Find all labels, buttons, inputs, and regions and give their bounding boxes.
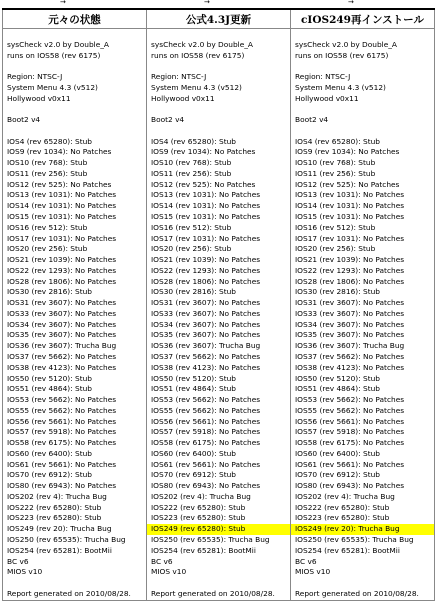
- report-column-cios-reinstall: [291, 29, 435, 601]
- report-line: IOS15 (rev 1031): No Patches: [7, 212, 117, 222]
- report-line: IOS57 (rev 5918): No Patches: [295, 427, 405, 437]
- report-line: IOS15 (rev 1031): No Patches: [151, 212, 261, 222]
- report-line: IOS202 (rev 4): Trucha Bug: [7, 491, 107, 501]
- report-line-highlighted: IOS249 (rev 65280): Stub: [147, 524, 290, 535]
- report-line: IOS36 (rev 3607): Trucha Bug: [295, 341, 405, 351]
- report-line: Hollywood v0x11: [151, 93, 215, 103]
- report-line: IOS20 (rev 256): Stub: [7, 244, 88, 254]
- report-line: IOS33 (rev 3607): No Patches: [151, 308, 261, 318]
- report-line: sysCheck v2.0 by Double_A: [151, 39, 253, 49]
- report-line: MIOS v10: [7, 567, 43, 577]
- report-line: IOS30 (rev 2816): Stub: [7, 287, 92, 297]
- report-line: IOS58 (rev 6175): No Patches: [295, 438, 405, 448]
- report-line: BC v6: [151, 556, 173, 566]
- report-line: IOS80 (rev 6943): No Patches: [295, 481, 405, 491]
- report-line: Report generated on 2010/08/28.: [7, 588, 131, 598]
- report-line: IOS53 (rev 5662): No Patches: [295, 395, 405, 405]
- header-row: [3, 9, 435, 29]
- column-header-original: 元々の状態: [3, 9, 147, 29]
- report-line: IOS16 (rev 512): Stub: [151, 222, 232, 232]
- report-line: IOS12 (rev 525): No Patches: [151, 179, 256, 189]
- report-line: [147, 104, 290, 115]
- report-line: IOS58 (rev 6175): No Patches: [7, 438, 117, 448]
- report-line: IOS22 (rev 1293): No Patches: [295, 265, 405, 275]
- report-line: Region: NTSC-J: [151, 72, 207, 82]
- report-line: IOS57 (rev 5918): No Patches: [7, 427, 117, 437]
- report-line: IOS51 (rev 4864): Stub: [7, 384, 92, 394]
- report-line: IOS254 (rev 65281): BootMii: [151, 545, 256, 555]
- column-header-cios-reinstall: cIOS249再インストール: [291, 9, 435, 29]
- report-line: IOS22 (rev 1293): No Patches: [7, 265, 117, 275]
- report-line: IOS17 (rev 1031): No Patches: [295, 233, 405, 243]
- report-line: IOS33 (rev 3607): No Patches: [7, 308, 117, 318]
- report-line: IOS14 (rev 1031): No Patches: [295, 201, 405, 211]
- report-line: IOS51 (rev 4864): Stub: [295, 384, 380, 394]
- report-line: IOS21 (rev 1039): No Patches: [151, 255, 261, 265]
- report-line: IOS70 (rev 6912): Stub: [7, 470, 92, 480]
- report-line: IOS20 (rev 256): Stub: [151, 244, 232, 254]
- report-line: IOS31 (rev 3607): No Patches: [295, 298, 405, 308]
- report-line: sysCheck v2.0 by Double_A: [295, 39, 397, 49]
- report-line: IOS51 (rev 4864): Stub: [151, 384, 236, 394]
- report-line: IOS12 (rev 525): No Patches: [295, 179, 400, 189]
- report-line: IOS34 (rev 3607): No Patches: [151, 319, 261, 329]
- report-line: IOS28 (rev 1806): No Patches: [7, 276, 117, 286]
- report-line: BC v6: [7, 556, 29, 566]
- report-line: IOS10 (rev 768): Stub: [7, 158, 88, 168]
- report-line: [147, 578, 290, 589]
- report-line: IOS55 (rev 5662): No Patches: [7, 405, 117, 415]
- report-line: IOS11 (rev 256): Stub: [295, 168, 376, 178]
- column-header-official-update: 公式4.3J更新: [147, 9, 291, 29]
- report-line: IOS222 (rev 65280): Stub: [151, 502, 246, 512]
- report-line: IOS38 (rev 4123): No Patches: [295, 362, 405, 372]
- report-line: IOS222 (rev 65280): Stub: [295, 502, 390, 512]
- report-line: IOS36 (rev 3607): Trucha Bug: [7, 341, 117, 351]
- report-line: System Menu 4.3 (v512): [151, 82, 242, 92]
- report-line: IOS4 (rev 65280): Stub: [7, 136, 92, 146]
- report-line: IOS10 (rev 768): Stub: [151, 158, 232, 168]
- report-line: [147, 61, 290, 72]
- report-line: IOS16 (rev 512): Stub: [7, 222, 88, 232]
- report-line: IOS35 (rev 3607): No Patches: [295, 330, 405, 340]
- report-line: IOS53 (rev 5662): No Patches: [151, 395, 261, 405]
- report-line: IOS58 (rev 6175): No Patches: [151, 438, 261, 448]
- report-line: MIOS v10: [151, 567, 187, 577]
- report-line: IOS20 (rev 256): Stub: [295, 244, 376, 254]
- report-line: [147, 29, 290, 40]
- report-line: IOS55 (rev 5662): No Patches: [151, 405, 261, 415]
- report-line: IOS12 (rev 525): No Patches: [7, 179, 112, 189]
- report-line: IOS38 (rev 4123): No Patches: [7, 362, 117, 372]
- report-line: IOS34 (rev 3607): No Patches: [295, 319, 405, 329]
- report-line: IOS60 (rev 6400): Stub: [295, 448, 380, 458]
- report-line: Boot2 v4: [295, 115, 329, 125]
- report-line: IOS60 (rev 6400): Stub: [151, 448, 236, 458]
- report-line: [3, 61, 146, 72]
- report-line: IOS249 (rev 20): Trucha Bug: [7, 524, 112, 534]
- report-line: IOS15 (rev 1031): No Patches: [295, 212, 405, 222]
- report-line: IOS37 (rev 5662): No Patches: [7, 351, 117, 361]
- report-line: IOS80 (rev 6943): No Patches: [151, 481, 261, 491]
- report-line: IOS14 (rev 1031): No Patches: [7, 201, 117, 211]
- report-line: IOS222 (rev 65280): Stub: [7, 502, 102, 512]
- report-line: IOS202 (rev 4): Trucha Bug: [151, 491, 251, 501]
- report-line: IOS13 (rev 1031): No Patches: [151, 190, 261, 200]
- report-line: Boot2 v4: [151, 115, 185, 125]
- report-line: IOS61 (rev 5661): No Patches: [7, 459, 117, 469]
- report-line: [291, 29, 434, 40]
- report-line: IOS223 (rev 65280): Stub: [7, 513, 102, 523]
- report-line: IOS13 (rev 1031): No Patches: [295, 190, 405, 200]
- arrow-icon: →: [60, 0, 66, 6]
- report-line: IOS9 (rev 1034): No Patches: [7, 147, 112, 157]
- report-line: IOS53 (rev 5662): No Patches: [7, 395, 117, 405]
- report-line-highlighted: IOS249 (rev 20): Trucha Bug: [291, 524, 434, 535]
- report-line: BC v6: [295, 556, 317, 566]
- report-line: IOS50 (rev 5120): Stub: [151, 373, 236, 383]
- report-line: IOS16 (rev 512): Stub: [295, 222, 376, 232]
- report-line: IOS31 (rev 3607): No Patches: [7, 298, 117, 308]
- report-line: IOS30 (rev 2816): Stub: [295, 287, 380, 297]
- report-line: IOS34 (rev 3607): No Patches: [7, 319, 117, 329]
- report-line: IOS56 (rev 5661): No Patches: [7, 416, 117, 426]
- report-line: IOS254 (rev 65281): BootMii: [295, 545, 400, 555]
- report-line: System Menu 4.3 (v512): [7, 82, 98, 92]
- report-line: IOS4 (rev 65280): Stub: [151, 136, 236, 146]
- report-line: IOS56 (rev 5661): No Patches: [295, 416, 405, 426]
- report-line: IOS21 (rev 1039): No Patches: [7, 255, 117, 265]
- report-line: runs on IOS58 (rev 6175): [151, 50, 245, 60]
- report-line: IOS30 (rev 2816): Stub: [151, 287, 236, 297]
- report-line: IOS31 (rev 3607): No Patches: [151, 298, 261, 308]
- report-line: IOS223 (rev 65280): Stub: [151, 513, 246, 523]
- report-line: IOS9 (rev 1034): No Patches: [295, 147, 400, 157]
- report-line: IOS17 (rev 1031): No Patches: [7, 233, 117, 243]
- report-row: [3, 29, 435, 601]
- report-line: Hollywood v0x11: [295, 93, 359, 103]
- report-line: [3, 104, 146, 115]
- report-line: IOS70 (rev 6912): Stub: [295, 470, 380, 480]
- report-line: IOS4 (rev 65280): Stub: [295, 136, 380, 146]
- report-line: runs on IOS58 (rev 6175): [7, 50, 101, 60]
- report-line: IOS11 (rev 256): Stub: [151, 168, 232, 178]
- report-line: IOS56 (rev 5661): No Patches: [151, 416, 261, 426]
- report-line: IOS21 (rev 1039): No Patches: [295, 255, 405, 265]
- report-line: IOS250 (rev 65535): Trucha Bug: [151, 534, 270, 544]
- arrow-icon: →: [348, 0, 354, 6]
- report-line: [291, 104, 434, 115]
- report-line: IOS55 (rev 5662): No Patches: [295, 405, 405, 415]
- report-line: [291, 61, 434, 72]
- report-line: IOS50 (rev 5120): Stub: [295, 373, 380, 383]
- report-line: IOS10 (rev 768): Stub: [295, 158, 376, 168]
- report-line: Region: NTSC-J: [295, 72, 351, 82]
- report-line: Boot2 v4: [7, 115, 41, 125]
- report-line: IOS35 (rev 3607): No Patches: [151, 330, 261, 340]
- report-line: IOS50 (rev 5120): Stub: [7, 373, 92, 383]
- report-line: IOS61 (rev 5661): No Patches: [151, 459, 261, 469]
- report-line: MIOS v10: [295, 567, 331, 577]
- report-line: IOS250 (rev 65535): Trucha Bug: [7, 534, 126, 544]
- report-line: IOS223 (rev 65280): Stub: [295, 513, 390, 523]
- report-column-official-update: [147, 29, 291, 601]
- report-line: [291, 578, 434, 589]
- report-line: IOS9 (rev 1034): No Patches: [151, 147, 256, 157]
- report-line: IOS35 (rev 3607): No Patches: [7, 330, 117, 340]
- report-line: IOS14 (rev 1031): No Patches: [151, 201, 261, 211]
- report-line: [291, 126, 434, 137]
- report-line: IOS22 (rev 1293): No Patches: [151, 265, 261, 275]
- report-column-original: [3, 29, 147, 601]
- report-line: IOS80 (rev 6943): No Patches: [7, 481, 117, 491]
- arrow-icon: →: [204, 0, 210, 6]
- report-line: [3, 29, 146, 40]
- report-line: IOS254 (rev 65281): BootMii: [7, 545, 112, 555]
- report-line: sysCheck v2.0 by Double_A: [7, 39, 109, 49]
- report-line: IOS250 (rev 65535): Trucha Bug: [295, 534, 414, 544]
- report-line: [3, 126, 146, 137]
- arrow-row: [0, 0, 437, 8]
- report-line: Hollywood v0x11: [7, 93, 71, 103]
- report-line: IOS61 (rev 5661): No Patches: [295, 459, 405, 469]
- report-line: Report generated on 2010/08/28.: [151, 588, 275, 598]
- report-line: IOS70 (rev 6912): Stub: [151, 470, 236, 480]
- report-line: runs on IOS58 (rev 6175): [295, 50, 389, 60]
- report-line: System Menu 4.3 (v512): [295, 82, 386, 92]
- report-line: IOS17 (rev 1031): No Patches: [151, 233, 261, 243]
- report-line: IOS202 (rev 4): Trucha Bug: [295, 491, 395, 501]
- report-line: IOS11 (rev 256): Stub: [7, 168, 88, 178]
- report-line: [3, 578, 146, 589]
- report-line: IOS33 (rev 3607): No Patches: [295, 308, 405, 318]
- report-line: Report generated on 2010/08/28.: [295, 588, 419, 598]
- report-line: Region: NTSC-J: [7, 72, 63, 82]
- report-line: IOS37 (rev 5662): No Patches: [151, 351, 261, 361]
- report-line: IOS13 (rev 1031): No Patches: [7, 190, 117, 200]
- report-line: IOS57 (rev 5918): No Patches: [151, 427, 261, 437]
- report-line: IOS36 (rev 3607): Trucha Bug: [151, 341, 261, 351]
- comparison-table: [2, 8, 435, 601]
- report-line: IOS60 (rev 6400): Stub: [7, 448, 92, 458]
- report-line: IOS28 (rev 1806): No Patches: [151, 276, 261, 286]
- report-line: [147, 126, 290, 137]
- report-line: IOS38 (rev 4123): No Patches: [151, 362, 261, 372]
- report-line: IOS37 (rev 5662): No Patches: [295, 351, 405, 361]
- report-line: IOS28 (rev 1806): No Patches: [295, 276, 405, 286]
